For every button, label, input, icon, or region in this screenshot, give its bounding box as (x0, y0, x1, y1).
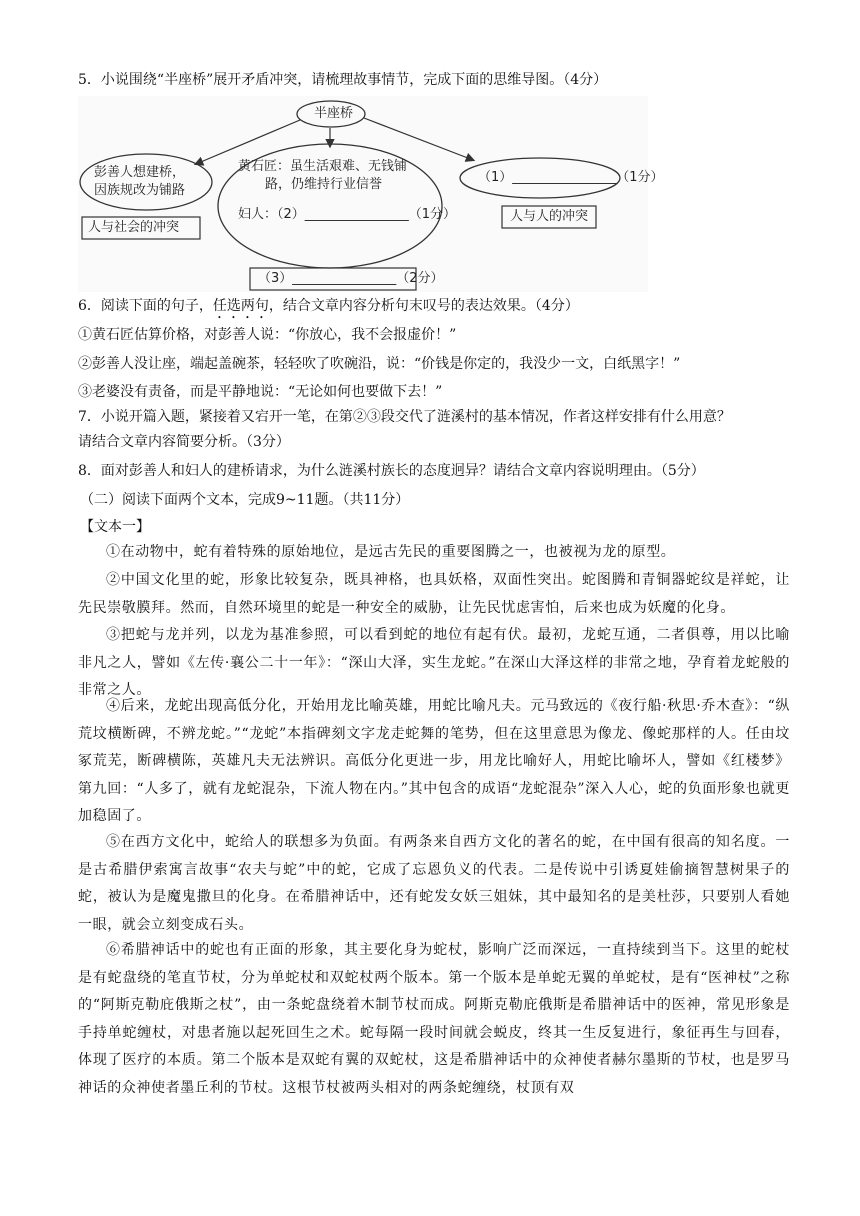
right-prefix: （1） (478, 170, 513, 185)
middle-line-3-prefix: 妇人：（2） (238, 207, 305, 222)
q6-stem-dotted: 任选两句 (212, 298, 269, 314)
paragraph-1: ①在动物中，蛇有着特殊的原始地位，是远古先民的重要图腾之一，也被视为龙的原型。 (106, 544, 676, 560)
left-node-text-2: 因族规改为铺路 (94, 183, 186, 198)
section-2-heading: （二）阅读下面两个文本，完成9~11题。（共11分） (80, 492, 410, 508)
mind-map-diagram (78, 96, 664, 292)
q5-stem: 5．小说围绕“半座桥”展开矛盾冲突，请梳理故事情节，完成下面的思维导图。（4分） (78, 72, 608, 88)
middle-line-3 (238, 206, 456, 224)
paragraph-2: ②中国文化里的蛇，形象比较复杂，既具神格，也具妖格，双面性突出。蛇图腾和青铜器蛇纹是祥蛇，让先民崇敬膜拜。然而，自然环境里的蛇是一种安全的威胁，让先民忧虑害怕，后来也成为妖魔的化身。 (78, 572, 790, 616)
q8-stem: 8．面对彭善人和妇人的建桥请求，为什么涟溪村族长的态度迥异？请结合文章内容说明理由。（5分） (78, 463, 705, 479)
bottom-line (258, 270, 444, 288)
middle-line-1: 黄石匠：虽生活艰难、无钱铺 (238, 159, 408, 174)
q6-stem-a: 6．阅读下面的句子， (78, 298, 213, 314)
paragraph-6: ⑥希腊神话中的蛇也有正面的形象，其主要化身为蛇杖，影响广泛而深远，一直持续到当下。这里的蛇杖是有蛇盘绕的笔直节杖，分为单蛇杖和双蛇杖两个版本。第一个版本是单蛇无翼的单蛇杖，是有“医神杖”之称的“阿斯克勒庇俄斯之杖”，由一条蛇盘绕着木制节杖而成。阿斯克勒庇俄斯是希腊神话中的医神，常见形象是手持单蛇缠杖，对患者施以起死回生之术。蛇每隔一段时间就会蜕皮，终其一生反复进行，象征再生与回春，体现了医疗的本质。第二个版本是双蛇有翼的双蛇杖，这是希腊神话中的众神使者赫尔墨斯的节杖，也是罗马神话的众神使者墨丘利的节杖。这根节杖被两头相对的两条蛇缠绕，杖顶有双 (78, 942, 790, 1096)
bottom-prefix: （3） (258, 271, 293, 286)
paragraph-5: ⑤在西方文化中，蛇给人的联想多为负面。有两条来自西方文化的著名的蛇，在中国有很高的知名度。一是古希腊伊索寓言故事“农夫与蛇”中的蛇，它成了忘恩负义的代表。二是传说中引诱夏娃偷摘智慧树果子的蛇，被认为是魔鬼撒旦的化身。在希腊神话中，还有蛇发女妖三姐妹，其中最知名的是美杜莎，只要别人看她一眼，就会立刻变成石头。 (78, 834, 790, 933)
middle-line-3-suffix: （1分） (408, 207, 457, 222)
right-node-line (478, 169, 664, 187)
q6-item-3: ③老婆没有责备，而是平静地说：“无论如何也要做下去！” (78, 384, 443, 400)
arrow-right (364, 118, 473, 160)
bottom-suffix: （2分） (396, 271, 444, 286)
bottom-answer-blank[interactable]: ________________ (292, 271, 397, 286)
q7-line-2: 请结合文章内容简要分析。（3分） (78, 434, 290, 450)
paragraph-4: ④后来，龙蛇出现高低分化，开始用龙比喻英雄，用蛇比喻凡夫。元马致远的《夜行船·秋思·乔木查》：“纵荒坟横断碑，不辨龙蛇。”“龙蛇”本指碑刻文字龙走蛇舞的笔势，但在这里意思为像龙、像蛇那样的人。任由坟冢荒芜，断碑横陈，英雄凡夫无法辨识。高低分化更进一步，用龙比喻好人，用蛇比喻坏人，譬如《红楼梦》第九回：“人多了，就有龙蛇混杂，下流人物在内。”其中包含的成语“龙蛇混杂”深入人心，蛇的负面形象也就更加稳固了。 (78, 698, 790, 825)
q6-item-2: ②彭善人没让座，端起盖碗茶，轻轻吹了吹碗沿，说：“价钱是你定的，我没少一文，白纸黑字！” (78, 356, 681, 372)
q6-stem-b: ，结合文章内容分析句末叹号的表达效果。（4分） (268, 298, 579, 314)
left-label: 人与社会的冲突 (88, 220, 180, 235)
q6-item-1: ①黄石匠估算价格，对彭善人说：“你放心，我不会报虚价！” (78, 327, 457, 343)
q6-stem (78, 296, 788, 322)
right-suffix: （1分） (616, 170, 664, 185)
middle-line-2: 路，仍维持行业信誉 (265, 177, 383, 192)
right-answer-blank[interactable]: ________________ (512, 170, 617, 185)
q7-line-1: 7．小说开篇入题，紧接着又宕开一笔，在第②③段交代了涟溪村的基本情况，作者这样安排有什么用意？ (78, 409, 731, 425)
center-node-label: 半座桥 (314, 106, 354, 121)
paragraph-3: ③把蛇与龙并列，以龙为基准参照，可以看到蛇的地位有起有伏。最初，龙蛇互通，二者俱尊，用以比喻非凡之人，譬如《左传·襄公二十一年》：“深山大泽，实生龙蛇。”在深山大泽这样的非常之地，孕育着龙蛇般的非常之人。 (78, 627, 790, 699)
left-node-text-1: 彭善人想建桥， (94, 165, 186, 180)
middle-answer-blank[interactable]: ________________ (304, 207, 409, 222)
right-label: 人与人的冲突 (510, 209, 589, 224)
text-1-title: 【文本一】 (80, 519, 150, 535)
